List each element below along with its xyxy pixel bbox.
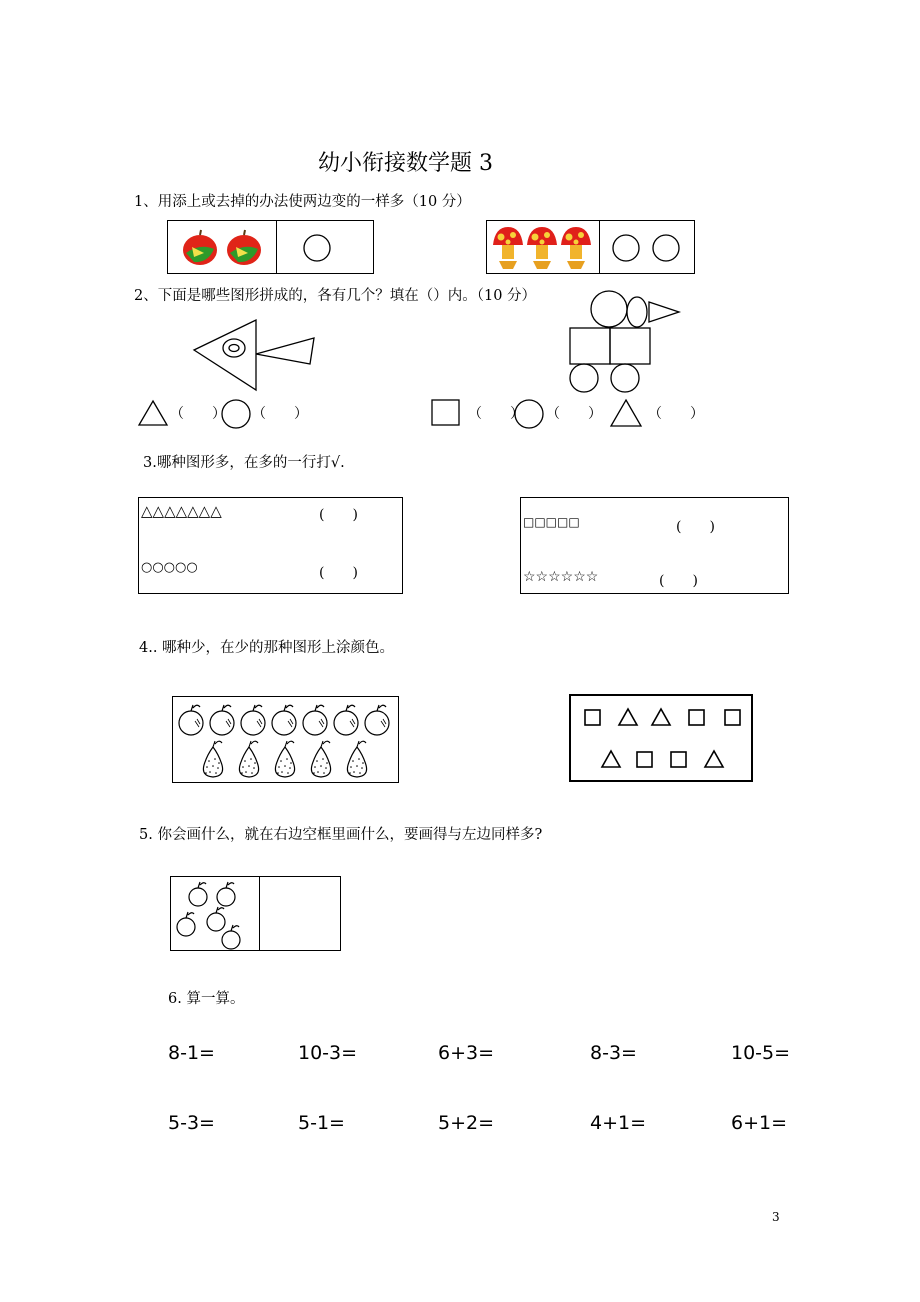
apple-icon xyxy=(189,882,207,906)
circle-shape xyxy=(612,234,640,262)
answer-parentheses[interactable]: ( ) xyxy=(659,573,698,589)
circle-shape xyxy=(514,399,544,429)
answer-parentheses[interactable]: （ ） xyxy=(252,406,308,422)
question-6-text: 6. 算一算。 xyxy=(168,991,245,1007)
apple-icon xyxy=(303,705,327,735)
q3-right-box xyxy=(520,497,789,594)
square-shape xyxy=(725,710,740,725)
arithmetic-problem: 4+1= xyxy=(590,1112,647,1134)
mushroom-icon xyxy=(559,225,593,271)
pear-icon xyxy=(311,741,330,777)
arithmetic-problem: 6+1= xyxy=(731,1112,788,1134)
arithmetic-problem: 8-3= xyxy=(590,1042,637,1064)
mushroom-icon xyxy=(491,225,525,271)
q1-right-box xyxy=(486,220,695,274)
apple-icon xyxy=(210,705,234,735)
apple-icon xyxy=(177,912,195,936)
q4-shape-group xyxy=(571,696,755,784)
triangle-shape xyxy=(705,751,723,767)
page-title: 幼小衔接数学题 3 xyxy=(318,151,493,176)
question-2-text: 2、下面是哪些图形拼成的，各有几个？填在（）内。（10 分） xyxy=(134,288,537,304)
square-shape xyxy=(689,710,704,725)
triangle-row: △△△△△△△ xyxy=(141,502,222,520)
apple-icon xyxy=(365,705,389,735)
triangle-shape xyxy=(610,399,642,427)
square-shape xyxy=(585,710,600,725)
question-4-text: 4.. 哪种少，在少的那种图形上涂颜色。 xyxy=(139,640,395,656)
question-1-text: 1、用添上或去掉的办法使两边变的一样多（10 分） xyxy=(134,194,471,210)
q1-left-box xyxy=(167,220,374,274)
square-shape xyxy=(671,752,686,767)
arithmetic-problem: 5+2= xyxy=(438,1112,495,1134)
arithmetic-problem: 5-1= xyxy=(298,1112,345,1134)
apple-icon xyxy=(222,925,240,949)
q1-left-divider xyxy=(276,220,277,274)
triangle-shape xyxy=(652,709,670,725)
triangle-shape xyxy=(138,400,168,426)
arithmetic-problem: 5-3= xyxy=(168,1112,215,1134)
triangle-shape xyxy=(602,751,620,767)
circle-row: ○○○○○ xyxy=(141,560,198,575)
apple-icon xyxy=(207,907,225,931)
circle-shape xyxy=(652,234,680,262)
arithmetic-problem: 6+3= xyxy=(438,1042,495,1064)
q4-right-box xyxy=(569,694,753,782)
apple-icon xyxy=(272,705,296,735)
q5-apple-group xyxy=(171,877,259,952)
pear-icon xyxy=(239,741,258,777)
q4-left-box xyxy=(172,696,399,783)
page-number: 3 xyxy=(772,1210,780,1224)
q4-fruit-group xyxy=(173,697,400,784)
apple-icon xyxy=(179,705,203,735)
apple-icon xyxy=(334,705,358,735)
answer-parentheses[interactable]: ( ) xyxy=(319,565,358,581)
fish-figure xyxy=(190,318,320,394)
q5-divider xyxy=(259,876,260,951)
square-row: □□□□□ xyxy=(523,515,580,529)
answer-parentheses[interactable]: （ ） xyxy=(546,406,602,422)
arithmetic-problem: 10-5= xyxy=(731,1042,791,1064)
pear-icon xyxy=(347,741,366,777)
question-5-text: 5. 你会画什么，就在右边空框里画什么，要画得与左边同样多? xyxy=(139,827,543,843)
circle-shape xyxy=(303,234,331,262)
car-figure xyxy=(565,290,685,396)
mushroom-icon xyxy=(525,225,559,271)
circle-shape xyxy=(221,399,251,429)
q5-box xyxy=(170,876,341,951)
answer-parentheses[interactable]: ( ) xyxy=(319,507,358,523)
apple-icon xyxy=(180,229,220,267)
answer-parentheses[interactable]: （ ） xyxy=(468,406,524,422)
apple-icon xyxy=(217,882,235,906)
arithmetic-problem: 8-1= xyxy=(168,1042,215,1064)
arithmetic-problem: 10-3= xyxy=(298,1042,358,1064)
square-shape xyxy=(637,752,652,767)
star-row: ☆☆☆☆☆☆ xyxy=(523,569,599,585)
answer-parentheses[interactable]: （ ） xyxy=(648,406,704,422)
apple-icon xyxy=(241,705,265,735)
pear-icon xyxy=(203,741,222,777)
pear-icon xyxy=(275,741,294,777)
q1-right-divider xyxy=(599,220,600,274)
apple-icon xyxy=(224,229,264,267)
square-shape xyxy=(431,399,461,427)
triangle-shape xyxy=(619,709,637,725)
q3-left-box xyxy=(138,497,403,594)
question-3-text: 3.哪种图形多，在多的一行打√. xyxy=(143,455,345,471)
answer-parentheses[interactable]: ( ) xyxy=(676,519,715,535)
answer-parentheses[interactable]: （ ） xyxy=(170,406,226,422)
